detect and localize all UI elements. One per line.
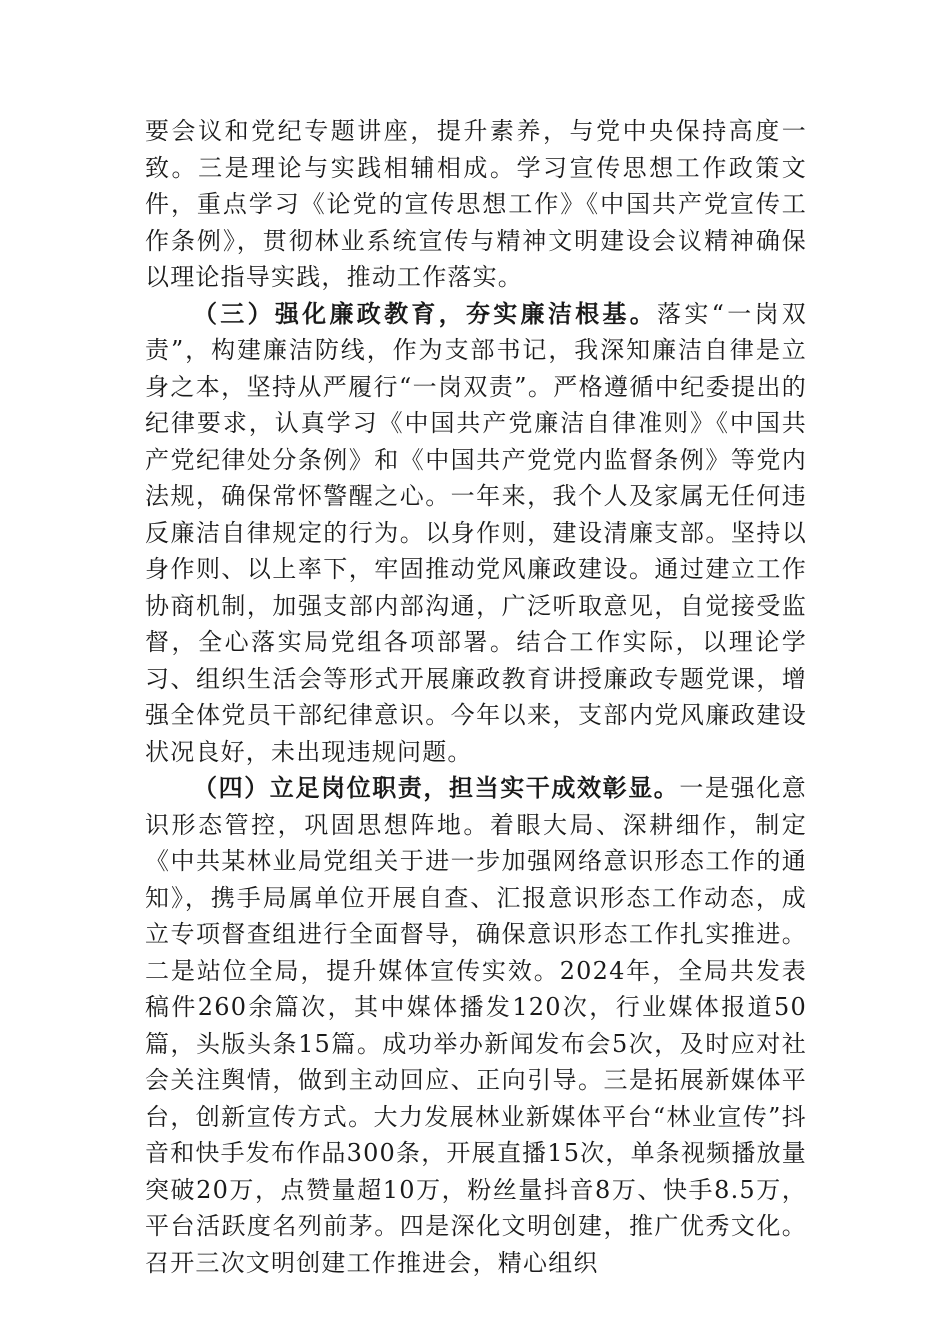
paragraph-continuation bbox=[145, 113, 807, 296]
paragraph-section-three bbox=[145, 296, 807, 771]
paragraph-text: 落实“一岗双责”，构建廉洁防线，作为支部书记，我深知廉洁自律是立身之本，坚持从严履行“一岗双责”。严格遵循中纪委提出的纪律要求，认真学习《中国共产党廉洁自律准则》《中国共产党纪律处分条例》和《中国共产党党内监督条例》等党内法规，确保常怀警醒之心。一年来，我个人及家属无任何违反廉洁自律规定的行为。以身作则，建设清廉支部。坚持以身作则、以上率下，牢固推动党风廉政建设。通过建立工作协商机制，加强支部内部沟通，广泛听取意见，自觉接受监督，全心落实局党组各项部署。结合工作实际，以理论学习、组织生活会等形式开展廉政教育讲授廉政专题党课，增强全体党员干部纪律意识。今年以来，支部内党风廉政建设状况良好，未出现违规问题。 bbox=[145, 299, 807, 766]
document-body bbox=[145, 113, 807, 1281]
paragraph-text: 要会议和党纪专题讲座，提升素养，与党中央保持高度一致。三是理论与实践相辅相成。学习宣传思想工作政策文件，重点学习《论党的宣传思想工作》《中国共产党宣传工作条例》，贯彻林业系统宣传与精神文明建设会议精神确保以理论指导实践，推动工作落实。 bbox=[145, 117, 807, 291]
paragraph-section-four bbox=[145, 770, 807, 1281]
section-heading-four: （四）立足岗位职责，担当实干成效彰显。 bbox=[193, 773, 680, 802]
paragraph-text: 一是强化意识形态管控，巩固思想阵地。着眼大局、深耕细作，制定《中共某林业局党组关于进一步加强网络意识形态工作的通知》，携手局属单位开展自查、汇报意识形态工作动态，成立专项督查组进行全面督导，确保意识形态工作扎实推进。二是站位全局，提升媒体宣传实效。2024年，全局共发表稿件260余篇次，其中媒体播发120次，行业媒体报道50篇，头版头条15篇。成功举办新闻发布会5次，及时应对社会关注舆情，做到主动回应、正向引导。三是拓展新媒体平台，创新宣传方式。大力发展林业新媒体平台“林业宣传”抖音和快手发布作品300条，开展直播15次，单条视频播放量突破20万，点赞量超10万，粉丝量抖音8万、快手8.5万，平台活跃度名列前茅。四是深化文明创建，推广优秀文化。召开三次文明创建工作推进会，精心组织 bbox=[145, 774, 807, 1277]
section-heading-three: （三）强化廉政教育，夯实廉洁根基。 bbox=[193, 298, 658, 328]
